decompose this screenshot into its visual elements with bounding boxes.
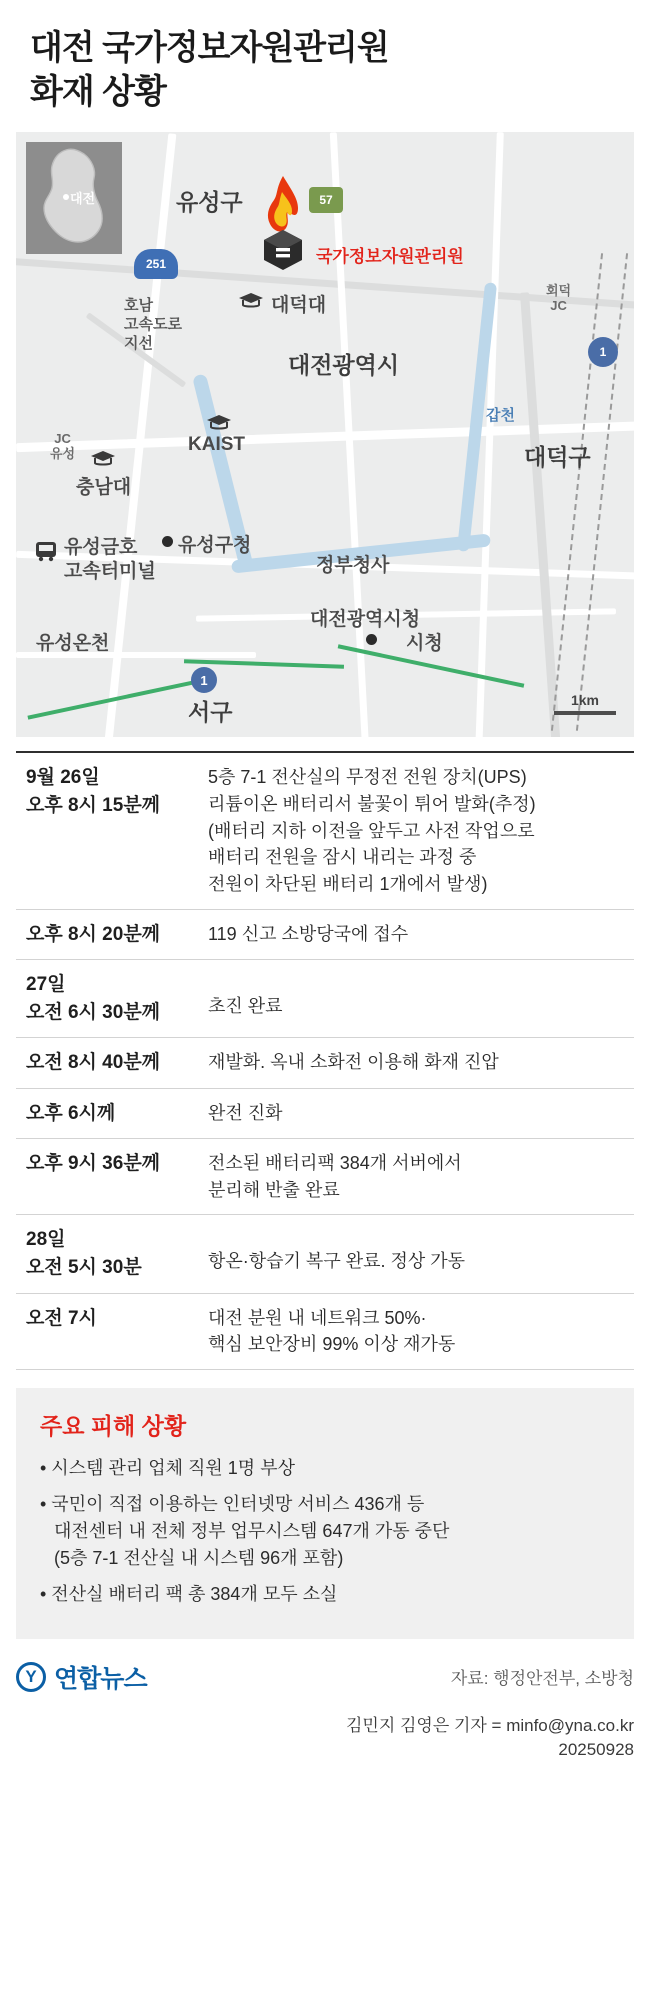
table-row [16,1215,634,1293]
timeline-time [18,921,200,949]
timeline-desc-line: 초진 완료 [208,996,283,1017]
page-title [16,0,634,132]
timeline-table [16,751,634,1369]
timeline-time-line: 오전 8시 40분께 [26,1052,161,1074]
label-seo-gu: 서구 [188,699,233,726]
list-item [40,1491,610,1572]
damage-item-text: • 시스템 관리 업체 직원 1명 부상 [40,1457,295,1478]
label-yuseong-gu: 유성구 [176,189,243,216]
label-city-hall: 시청 [406,633,443,655]
timeline-desc-line: 핵심 보안장비 99% 이상 재가동 [208,1334,456,1355]
timeline-desc [200,764,632,897]
timeline-time [18,764,200,897]
byline: 김민지 김영은 기자 = minfo@yna.co.kr [346,1715,634,1735]
timeline-time-line: 28일 [26,1229,66,1251]
damage-item-text: • 전산실 배터리 팩 총 384개 모두 소실 [40,1583,338,1604]
damage-title: 주요 피해 상황 [40,1412,187,1439]
table-row [16,1139,634,1215]
footer [16,1659,634,1760]
timeline-desc-line: 배터리 전원을 잠시 내리는 과정 중 [208,847,477,868]
university-cap-icon [238,292,264,310]
timeline-desc-line: 대전 분원 내 네트워크 50%· [208,1307,427,1328]
scalebar-bar [554,711,616,715]
timeline-time [18,971,200,1026]
timeline-desc [200,921,632,949]
damage-item-text: • 국민이 직접 이용하는 인터넷망 서비스 436개 등 [40,1493,425,1514]
timeline-desc-line: 전소된 배터리팩 384개 서버에서 [208,1153,462,1174]
fire-icon [254,174,312,270]
title-line-2: 화재 상황 [30,73,166,112]
timeline-desc [200,1100,632,1128]
timeline-time-line: 오후 8시 20분께 [26,923,161,945]
label-kaist: KAIST [188,434,245,456]
terminal-line-1: 유성금호 [64,537,138,559]
timeline-desc-line: 분리해 반출 완료 [208,1179,340,1200]
bus-terminal-icon [34,540,58,562]
honam-line-2: 고속도로 [124,316,182,334]
timeline-desc-line: 완전 진화 [208,1102,283,1123]
table-row [16,960,634,1038]
table-row [16,753,634,909]
damage-item-subtext: 대전센터 내 전체 정부 업무시스템 647개 가동 중단 [54,1520,450,1541]
timeline-desc-line: 전원이 차단된 배터리 1개에서 발생) [208,873,488,894]
university-cap-icon [206,414,232,432]
timeline-desc-line: 5층 7-1 전산실의 무정전 전원 장치(UPS) [208,767,527,788]
timeline-time-line: 오후 9시 36분께 [26,1153,161,1175]
yonhap-logo-icon: Y [16,1662,46,1692]
scalebar-label: 1km [570,692,600,709]
hoedeok-jc-line1: 회덕 [546,283,572,299]
timeline-desc [200,971,632,1026]
hoedeok-jc-line2: JC [550,298,567,314]
yuseong-jc-label [50,432,75,462]
timeline-time-line: 오전 6시 30분께 [26,1001,161,1023]
table-row [16,1294,634,1370]
timeline-time [18,1100,200,1128]
timeline-desc [200,1150,632,1203]
list-item [40,1455,610,1482]
timeline-desc [200,1305,632,1358]
map-scalebar [554,692,616,715]
timeline-time-line: 오후 6시께 [26,1102,116,1124]
university-cap-icon [90,450,116,468]
label-daejeon-city-hall: 대전광역시청 [310,609,421,631]
timeline-desc-line: 재발화. 옥내 소화전 이용해 화재 진압 [208,1052,499,1073]
terminal-line-2: 고속터미널 [64,560,156,582]
route-shield-1-lower: 1 [191,667,217,693]
timeline-time-line: 9월 26일 [26,767,100,789]
yuseong-jc-line2: 유성 [50,446,76,462]
hoedeok-jc-label [546,284,571,314]
source-credit: 자료: 행정안전부, 소방청 [450,1669,634,1689]
timeline-time [18,1049,200,1077]
korea-inset-map [26,142,122,254]
timeline-time-line: 오전 7시 [26,1307,97,1329]
damage-summary-box [16,1388,634,1639]
timeline-desc-line: 리튬이온 배터리서 불꽃이 튀어 발화(추정) [208,794,536,814]
timeline-time [18,1150,200,1203]
label-yuseong-gu-office: 유성구청 [178,535,252,557]
list-item [40,1581,610,1608]
publish-date: 20250928 [558,1739,634,1759]
route-shield-1: 1 [588,337,618,367]
label-daejeon-metro: 대전광역시 [288,352,400,379]
table-row [16,1089,634,1140]
honam-line-1: 호남 [124,297,153,315]
label-yuseong-oncheon: 유성온천 [36,633,110,655]
honam-line-3: 지선 [124,334,153,352]
yonhap-logo-text: 연합뉴스 [54,1664,147,1693]
timeline-time [18,1305,200,1358]
label-daedeok-gu: 대덕구 [524,444,591,471]
timeline-desc [200,1226,632,1281]
timeline-time-line: 27일 [26,974,66,996]
timeline-desc [200,1049,632,1077]
label-yuseong-terminal [64,536,156,582]
timeline-time-line: 오전 5시 30분 [26,1257,142,1279]
label-daedeok-univ: 대덕대 [271,295,327,317]
timeline-desc-line: 119 신고 소방당국에 접수 [208,923,409,944]
route-shield-57: 57 [309,187,343,213]
yonhap-logo [16,1659,147,1695]
timeline-desc-line: (배터리 지하 이전을 앞두고 사전 작업으로 [208,820,535,841]
label-gapcheon: 갑천 [486,407,515,425]
table-row [16,910,634,961]
footer-logo-row [16,1659,634,1695]
yuseong-jc-line1: JC [54,431,71,447]
damage-item-subtext: (5층 7-1 전산실 내 시스템 96개 포함) [54,1547,344,1568]
map-panel [16,132,634,737]
timeline-time-line: 오후 8시 15분께 [26,794,161,816]
label-fire-site: 국가정보자원관리원 [316,247,464,267]
timeline-time [18,1226,200,1281]
fire-site-marker [254,174,312,275]
table-row [16,1038,634,1089]
timeline-desc-line: 항온·항습기 복구 완료. 정상 가동 [208,1251,466,1272]
label-honam-expressway [124,297,182,353]
server-cube-icon [264,230,302,270]
title-line-1: 대전 국가정보자원관리원 [30,29,389,67]
label-chungnam-univ: 충남대 [76,477,132,499]
label-government-complex: 정부청사 [316,555,390,577]
route-shield-251: 251 [134,249,178,279]
inset-daejeon-label: 대전 [70,191,96,207]
